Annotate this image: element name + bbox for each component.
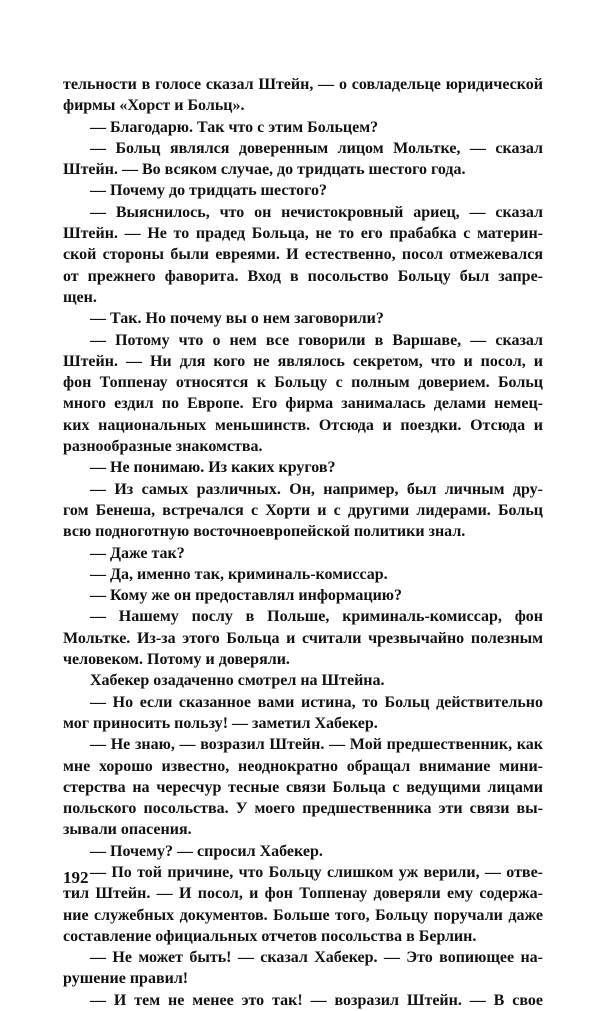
text-line: стерства на чересчур тесные связи Больца с ведущими лицами (63, 778, 543, 796)
text-line: Штейн. — Ни для кого не являлось секретом, что и посол, и (63, 352, 543, 370)
text-line: фон Топпенау относятся к Больцу с полным доверием. Больц (63, 374, 543, 392)
text-line: Мольтке. Из-за этого Больца и считали чрезвычайно полезным (63, 629, 543, 647)
text-line: — Не может быть! — сказал Хабекер. — Это вопиющее на- (90, 949, 543, 967)
text-line: — Даже так? (90, 544, 185, 562)
text-line: — Потому что о нем все говорили в Варшаве, — сказал (90, 331, 543, 349)
text-line: Штейн. — Не то прадед Больца, не то его прабабка с материн- (63, 225, 543, 243)
text-line: рушение правил! (63, 970, 189, 988)
text-line: тил Штейн. — И посол, и фон Топпенау доверяли ему содержа- (63, 885, 543, 903)
text-line: от прежнего фаворита. Вход в посольство Больцу был запре- (63, 267, 543, 285)
text-line: — И тем не менее это так! — возразил Штейн. — В свое (90, 991, 543, 1009)
text-line: — Не знаю, — возразил Штейн. — Мой предшественник, как (90, 736, 543, 754)
text-line: щен. (63, 288, 97, 306)
text-line: тельности в голосе сказал Штейн, — о совладельце юридической (63, 76, 543, 93)
text-line: гом Бенеша, встречался с Хорти и с другими лидерами. Больц (63, 501, 543, 519)
text-line: польского посольства. У моего предшественника эти связи вы- (63, 800, 543, 818)
body-text (63, 74, 543, 1011)
text-line: разнообразные знакомства. (63, 438, 263, 456)
text-line: — По той причине, что Больцу слишком уж верили, — отве- (90, 863, 543, 881)
text-line: — Благодарю. Так что с этим Больцем? (90, 118, 379, 136)
text-line: составление официальных отчетов посольства в Берлин. (63, 927, 477, 945)
text-line: — Больц являлся доверенным лицом Мольтке, — сказал (90, 139, 543, 157)
text-line: — Выяснилось, что он нечистокровный ариец, — сказал (90, 203, 543, 221)
text-line: фирмы «Хорст и Больц». (63, 97, 245, 115)
text-line: — Так. Но почему вы о нем заговорили? (90, 310, 384, 328)
text-line: ких национальных меньшинств. Отсюда и поездки. Отсюда и (63, 416, 543, 434)
text-line: — Не понимаю. Из каких кругов? (90, 459, 336, 477)
text-line: — Кому же он предоставлял информацию? (90, 587, 403, 605)
text-line: мне хорошо известно, неоднократно обращал внимание мини- (63, 757, 543, 775)
text-line: Хабекер озадаченно смотрел на Штейна. (90, 672, 385, 690)
text-line: человеком. Потому и доверяли. (63, 651, 290, 669)
text-line: Штейн. — Во всяком случае, до тридцать шестого года. (63, 161, 466, 179)
text-line: ской стороны были евреями. И естественно, посол отмежевался (63, 246, 543, 264)
text-line: много ездил по Европе. Его фирма занималась делами немец- (63, 395, 543, 413)
text-line: — Нашему послу в Польше, криминаль-комиссар, фон (90, 608, 543, 626)
text-line: — Из самых различных. Он, например, был личным дру- (90, 480, 543, 498)
text-line: зывали опасения. (63, 821, 192, 839)
text-line: ние служебных документов. Больше того, Больцу поручали даже (63, 906, 543, 924)
text-line: всю подноготную восточноевропейской политики знал. (63, 523, 466, 541)
text-line: — Но если сказанное вами истина, то Больц действительно (90, 693, 543, 711)
page-number: 192 (63, 868, 89, 887)
text-line: — Да, именно так, криминаль-комиссар. (90, 565, 388, 583)
text-line: — Почему до тридцать шестого? (90, 182, 327, 200)
text-line: — Почему? — спросил Хабекер. (90, 842, 323, 860)
text-line: мог приносить пользу! — заметил Хабекер. (63, 714, 378, 732)
